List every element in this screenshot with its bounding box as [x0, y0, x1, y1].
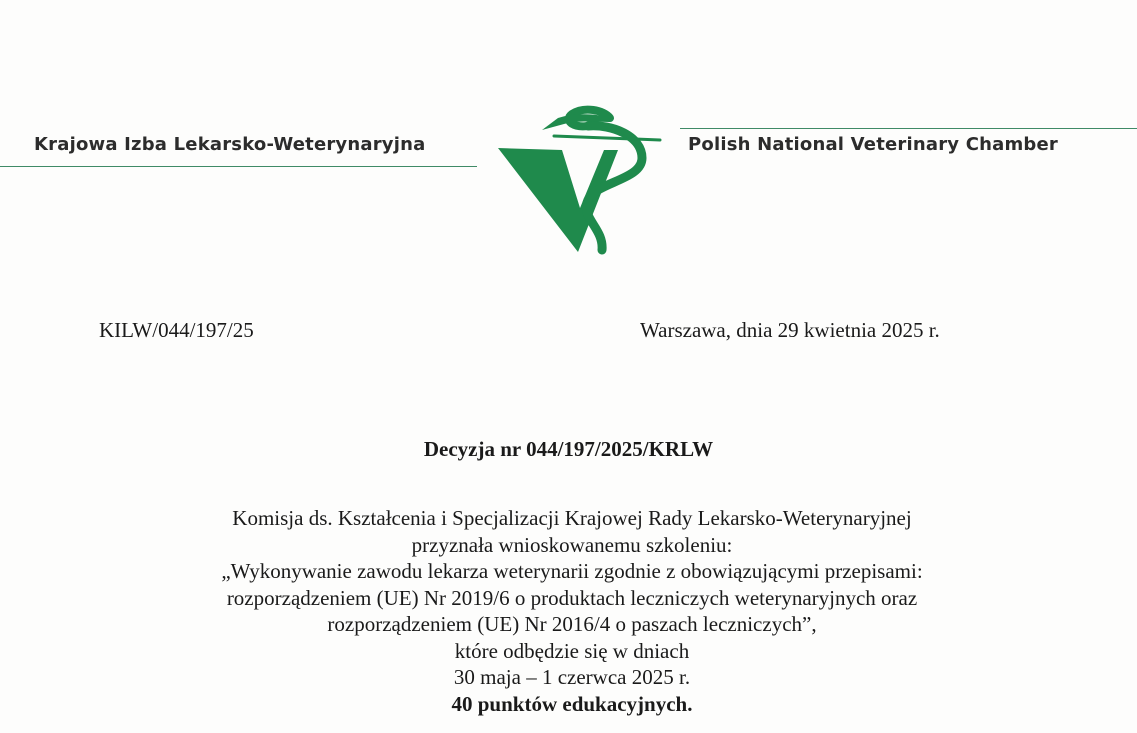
education-points: 40 punktów edukacyjnych.	[451, 691, 693, 716]
place-and-date: Warszawa, dnia 29 kwietnia 2025 r.	[640, 318, 940, 342]
veterinary-logo-icon	[492, 100, 672, 260]
training-dates: 30 maja – 1 czerwca 2025 r.	[453, 665, 691, 689]
decision-title: Decyzja nr 044/197/2025/KRLW	[423, 437, 714, 461]
header-rule-left	[0, 166, 477, 167]
body-line: Komisja ds. Kształcenia i Specjalizacji Krajowej Rady Lekarsko-Weterynaryjnej	[232, 506, 912, 530]
training-title-line: rozporządzeniem (UE) Nr 2019/6 o produktach leczniczych weterynaryjnych oraz	[226, 585, 918, 610]
decision-body	[0, 505, 1137, 717]
org-name-english: Polish National Veterinary Chamber	[688, 134, 1058, 155]
reference-number: KILW/044/197/25	[99, 318, 254, 342]
training-title-line: rozporządzeniem (UE) Nr 2016/4 o paszach leczniczych”,	[327, 612, 817, 636]
org-name-polish: Krajowa Izba Lekarsko-Weterynaryjna	[34, 134, 426, 155]
header-rule-right	[680, 128, 1137, 129]
body-line: które odbędzie się w dniach	[454, 638, 690, 663]
training-title-line: „Wykonywanie zawodu lekarza weterynarii zgodnie z obowiązującymi przepisami:	[221, 559, 923, 583]
body-line: przyznała wnioskowanemu szkoleniu:	[411, 532, 733, 557]
